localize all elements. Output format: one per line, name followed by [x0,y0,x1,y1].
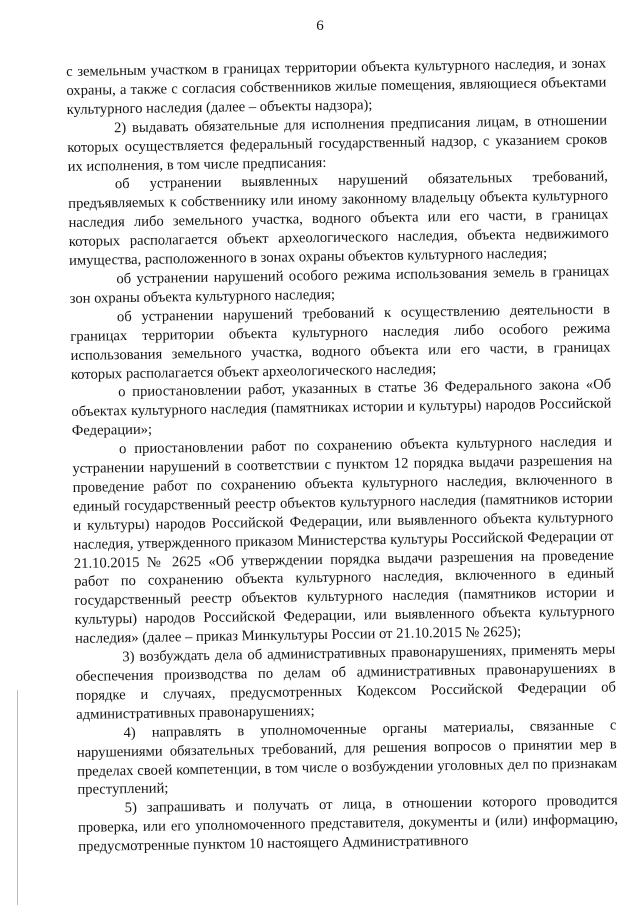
paragraph-prescription-violations: об устранении выявленных нарушений обязательных требований, предъявляемых к собственнику или иному законному владельцу объекта культурного наследия либо земельного участка, водного объекта или его части, в границах которых располагается объект археологического наследия, объекта недвижимого имущества, расположенного в зонах охраны объектов культурного наследия; [68,168,609,270]
page-number: 6 [316,18,324,34]
document-body [66,55,618,857]
paragraph-prescription-activity-requirements: об устранении нарушений требований к осуществлению деятельности в границах территории объекта культурного наследия либо особого режима использования земельного участка, водного объекта или его части, в границах которых располагается объект археологического наследия; [70,301,611,383]
paragraph-prescription-suspension-art36: о приостановлении работ, указанных в статье 36 Федерального закона «Об объектах культурного наследия (памятниках истории и культуры) народов Российской Федерации»; [71,376,612,440]
paragraph-item-3-administrative-cases: 3) возбуждать дела об административных правонарушениях, применять меры обеспечения производства по делам об административных правонарушениях в порядке и случаях, предусмотренных Кодексом Российской Федерации об административных правонарушениях; [75,641,617,723]
paragraph-item-5-request-documents: 5) запрашивать и получать от лица, в отношении которого проводится проверка, или его уполномоченного представителя, документы и (или) информацию, предусмотренные пунктом 10 настоящего Административного [77,792,619,856]
paragraph-item-2-prescriptions: 2) выдавать обязательные для исполнения предписания лицам, в отношении которых осуществляется федеральный государственный надзор, с указанием сроков их исполнения, в том числе предписания: [67,112,608,175]
paragraph-prescription-special-regime: об устранении нарушений особого режима использования земель в границах зон охраны объекта культурного наследия; [69,263,610,307]
paragraph-item-4-send-materials: 4) направлять в уполномоченные органы материалы, связанные с нарушениями обязательных требований, для решения вопросов о принятии мер в пределах своей компетенции, в том числе о возбуждении уголовных дел по признакам преступлений; [76,717,618,799]
paragraph-objects-of-supervision: с земельным участком в границах территории объекта культурного наследия, и зонах охраны, а также с согласия собственников жилые помещения, являющиеся объектами культурного наследия (далее – объекты надзора); [66,55,607,118]
scan-edge-line [17,690,18,905]
paragraph-prescription-suspension-conservation: о приостановлении работ по сохранению объекта культурного наследия и устранении нарушений в соответствии с пунктом 12 порядка выдачи разрешения на проведение работ по сохранению объекта культурного наследия, включенного в единый государственный реестр объектов культурного наследия (памятников истории и культуры) народов Российской Федерации, или выявленного объекта культурного наследия, утвержденного приказом Министерства культуры Российской Федерации от 21.10.2015 № 2625 «Об утверждении порядка выдачи разрешения на проведение работ по сохранению объекта культурного наследия, включенного в единый государственный реестр объектов культурного наследия (памятников истории и культуры) народов Российской Федерации, или выявленного объекта культурного наследия» (далее – приказ Минкультуры России от 21.10.2015 № 2625); [72,433,615,648]
